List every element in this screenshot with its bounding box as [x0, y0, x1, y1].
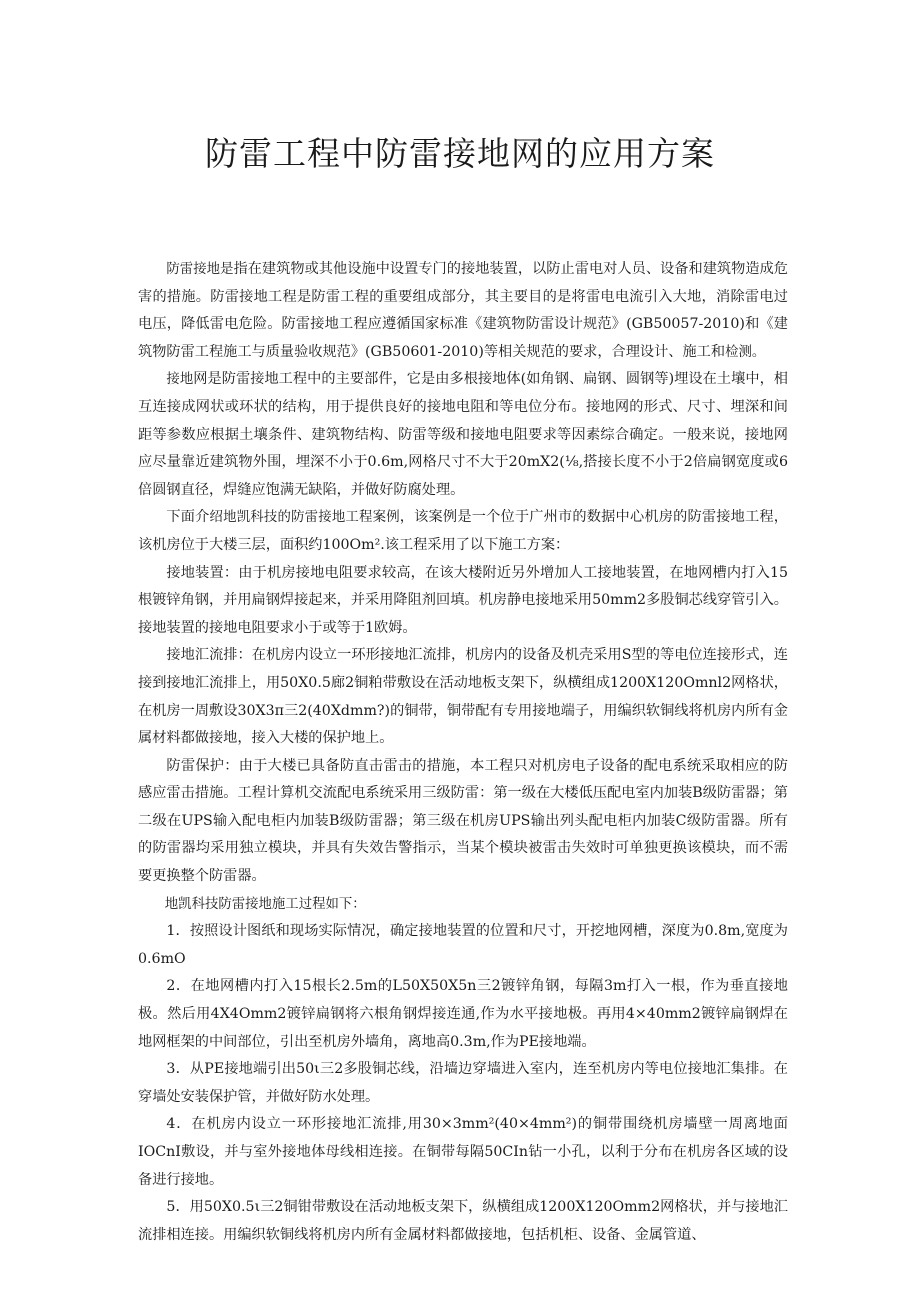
- document-body: [138, 256, 788, 1249]
- process-step-3: 3．从PE接地端引出50ι三2多股铜芯线，沿墙边穿墙进入室内，连至机房内等电位接地汇集排。在穿墙处安装保护管，并做好防水处理。: [138, 1061, 788, 1105]
- paragraph-tail: ，该案例是一个位于广州市的数据中心机房的防雷接地工程，该机房位于大楼三层，面积约100Om².该工程采用了以下施工方案：: [138, 509, 788, 553]
- process-step-2: 2．在地网槽内打入15根长2.5m的L50X50X5n三2镀锌角钢，每隔3m打入一根，作为垂直接地极。然后用4X4Omm2镀锌扁钢将六根角钢焊接连通,作为水平接地极。再用4×40mm2镀锌扁钢焊在地网框架的中间部位，引出至机房外墙角，离地高0.3m,作为PE接地端。: [138, 978, 788, 1050]
- paragraph-case-intro: [138, 504, 788, 559]
- paragraph-lightning-grounding: [138, 256, 788, 366]
- paragraph-text: 网是防雷接地工程中的主要部件，它是由多根接地体(如角钢、扁钢、圆钢等)埋设在土壤中，相互连接成网状或环状的结构，用于提供良好的接地电阻和等电位分布。接地网的形式、尺寸、埋深和间距等参数应根据土壤条件、建筑物结构、防雷等级和接地电阻要求等因素综合确定。一般来说，接地网应尽量靠近建筑物外围，埋深不小于0.6m,网格尺寸不大于20mX2(⅛,搭接长度不小于2倍扁钢宽度或6倍圆钢直径，焊缝应饱满无缺陷，并做好防腐处理。: [138, 371, 788, 498]
- paragraph-text: 指在建筑物或其他设施中设置专门的接地装置，以防止雷电对人员、设备和建筑物造成危害的措施。防雷接地工程是防雷工程的重要组成部分，其主要目的是将雷电电流引入大地，消除雷电过电压，降低雷电危险。防雷接地工程应遵循国家标准《建筑物防雷设计规范》(GB50057-2010)和《建筑物防雷工程施工与质量验收规范》(GB50601-2010)等相关规范的要求，合理设计、施工和: [138, 261, 788, 360]
- process-step-4: 4．在机房内设立一环形接地汇流排,用30×3mm²(40×4mm²)的铜带围绕机房墙壁一周离地面IOCnI敷设，并与室外接地体母线相连接。在铜带每隔50CIn钻一小孔，以利于分布在机房各区域的设备进行接地。: [138, 1116, 788, 1188]
- paragraph-highlight: 绍地凯科技的防雷接地工程案例: [209, 510, 400, 526]
- paragraph-grounding-device: 接地装置：由于机房接地电阻要求较高，在该大楼附近另外增加人工接地装置，在地网槽内打入15根镀锌角钢，并用扁钢焊接起来，并采用降阻剂回填。机房静电接地采用50mm2多股铜芯线穿管引入。接地装置的接地电阻要求小于或等于1欧姆。: [138, 564, 788, 636]
- paragraph-grounding-grid: [138, 366, 788, 504]
- process-step-1: 1．按照设计图纸和现场实际情况，确定接地装置的位置和尺寸，开挖地网槽，深度为0.8m,宽度为0.6mO: [138, 923, 788, 967]
- paragraph-lead: 下面介: [166, 509, 210, 526]
- process-step-5: 5．用50X0.5ι三2铜钳带敷设在活动地板支架下，纵横组成1200X120Omm2网格状，并与接地汇流排相连接。用编织软铜线将机房内所有金属材料都做接地，包括机柜、设备、金属管道、: [138, 1199, 788, 1243]
- document-title: 防雷工程中防雷接地网的应用方案: [205, 134, 715, 173]
- paragraph-lead: 接地: [166, 372, 194, 388]
- paragraph-lightning-protection: 防雷保护：由于大楼已具备防直击雷击的措施，本工程只对机房电子设备的配电系统采取相应的防感应雷击措施。工程计算机交流配电系统采用三级防雷：第一级在大楼低压配电室内加装B级防雷器；第二级在UPS输入配电柜内加装B级防雷器；第三级在机房UPS输出列头配电柜内加装C级防雷器。所有的防雷器均采用独立模块，并具有失效告警指示，当某个模块被雷击失效时可单独更换该模块，而不需要更换整个防雷器。: [138, 757, 788, 885]
- paragraph-lead: 防雷接地是: [166, 262, 234, 277]
- paragraph-busbar: 接地汇流排：在机房内设立一环形接地汇流排，机房内的设备及机壳采用S型的等电位连接形式，连接到接地汇流排上，用50X0.5廊2铜粕带敷设在活动地板支架下，纵横组成1200X120Omnl2网格状，在机房一周敷设30X3π三2(40Xdmm?)的铜带，铜带配有专用接地端子，用编织软铜线将机房内所有金属材料都做接地，接入大楼的保护地上。: [138, 647, 788, 747]
- process-heading: 地凯科技防雷接地施工过程如下：: [164, 896, 366, 912]
- paragraph-tail: 检测。: [725, 344, 766, 360]
